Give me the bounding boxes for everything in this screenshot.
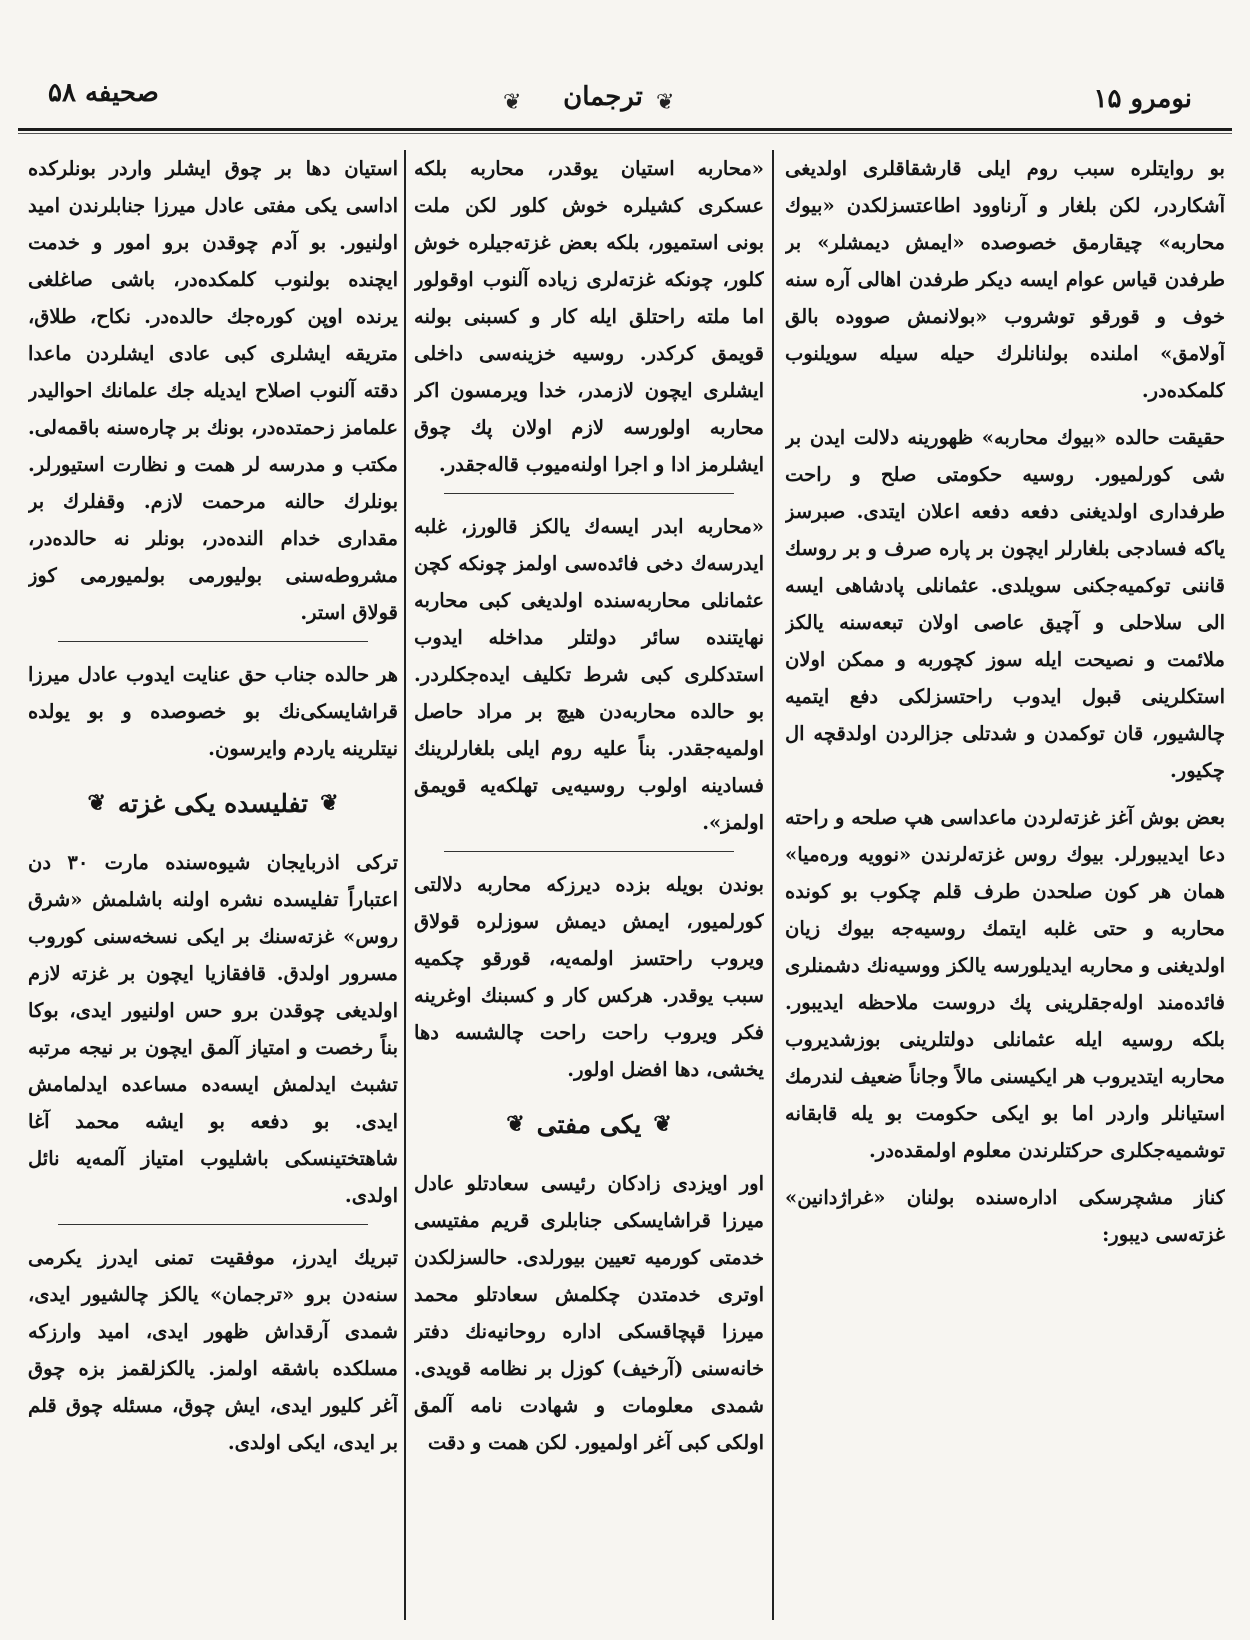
column-middle [414,150,764,1625]
page-label: صحیفه ۵۸ [48,78,159,108]
article-paragraph: تبریك ایدرز، موفقیت تمنی ایدرز یکرمی سنه‌دن برو «ترجمان» یالکز چالشیور ایدی، شمدی آرقداش ظهور ایدی، امید وارزکه مسلکده باشقه اولمز. یالکزلقمز بزه چوق آغر کلیور ایدی، ایش چوق، مسئله چوق قلم بر ایدی، ایکی اولدی. [28,1246,398,1454]
masthead [18,70,1232,132]
column-left [28,150,398,1625]
paragraph-separator [444,493,734,494]
ornament-icon: ❦ [653,1111,672,1137]
article-paragraph: «محاربه ابدر ایسه‌ك یالکز قالورز، غلبه ایدرسه‌ك دخی فائده‌سی اولمز چونکه کچن عثمانلی محاربه‌سنده اولدیغی کبی محاربه نهایتنده سائر دولتلر مداخله ایدوب استدکلری کبی شرط تکلیف ایده‌جکلردر. بو حالده محاربه‌دن هیچ بر مراد حاصل اولمیه‌جقدر. بناً علیه روم ایلی بلغارلرینك فسادینه اولوب روسیه‌یی تهلکه‌یه قویمق اولمز». [414,515,764,834]
article-paragraph: اور اویزدی زادکان رئیسی سعادتلو عادل میرزا قراشایسکی جنابلری قریم مفتیسی خدمتی کورمیه تعیین بیورلدی. حالسزلکدن اوتری خدمتدن چکلمش سعادتلو محمد میرزا قپچاقسکی اداره روحانیه‌نك دفتر خانه‌سنی (آرخیف) کوزل بر نظامه قویدی. شمدی معلومات و شهادت نامه آلمق اولکی کبی آغر اولمیور. لکن همت و دقت [414,1172,764,1454]
ornament-icon: ❦ [320,790,339,816]
article-paragraph: هر حالده جناب حق عنایت ایدوب عادل میرزا قراشایسکی‌نك بو خصوصده و بو یولده نیتلرینه یاردم وایرسون. [28,663,398,760]
column-divider [772,150,774,1620]
article-paragraph: بو روایتلره سبب روم ایلی قارشقاقلری اولدیغی آشکاردر، لکن بلغار و آرناوود اطاعتسزلکدن «بیوك محاربه» چیقارمق خصوصده «ایمش دیمشلر» بر طرفدن قیاس عوام ایسه دیکر طرفدن اهالی آره سنه خوف و قورقو توشروب «بولانمش صووده بالق آولامق» املنده بولنانلرك حیله سیله سویلنوب کلمکده‌در. [785,157,1225,402]
section-heading-text: یکی مفتی [536,1110,642,1139]
ornament-icon: ❦ [503,90,522,115]
column-right [785,150,1225,1625]
column-divider [404,150,406,1620]
article-paragraph: بوندن بویله بزده دیرزکه محاربه دلالتی کورلمیور، ایمش دیمش سوزلره قولاق ویروب راحتسز اولمه‌یه، قورقو چکمیه سبب یوقدر. هرکس کار و کسبنك اوغرینه فکر ویروب راحت راحت چالشسه دها یخشی، دها افضل اولور. [414,873,764,1081]
article-paragraph: کناز مشچرسکی اداره‌سنده بولنان «غراژدانین» غزته‌سی دیبور: [785,1186,1225,1246]
article-paragraph: استیان دها بر چوق ایشلر واردر بونلرکده اداسی یکی مفتی عادل میرزا جنابلرندن امید اولنیور. بو آدم چوقدن برو امور و خدمت ایچنده بولنوب کلمکده‌در، باشی صاغلغی یرنده اوپن کوره‌جك حالده‌در. نکاح، طلاق، متریقه ایشلری کبی عادی ایشلردن ماعدا دقته آلنوب اصلاح ایدیله جك علمانك احوالیدر علمامز زحمتده‌در، بونك بر چاره‌سنه باقمه‌لی. مکتب و مدرسه لر همت و نظارت استیورلر. بونلرك حالنه مرحمت لازم. وقفلرك بر مقداری خدام النده‌در، بونلر نه حالده‌در، مشروطه‌سنی بولیورمی بولمیورمی کوز قولاق استر. [28,157,398,624]
section-heading [414,1106,764,1143]
header-rule-thin [18,133,1232,134]
article-paragraph: حقیقت حالده «بیوك محاربه» ظهورینه دلالت ایدن بر شی کورلمیور. روسیه حکومتی صلح و راحت طرفداری اولدیغنی دفعه دفعه اعلان ایتدی. صبرسز یاکه فسادجی بلغارلر ایچون بر پاره صرف و بر روسك قاننی توکمیه‌جکنی سویلدی. عثمانلی پادشاهی ایسه الی سلاحلی و آچیق عاصی اولان تبعه‌سنه یالکز ملائمت و نصیحت ایله سوز کچوربه و ممکن اولان استکلرینی قبول ایدوب راحتسزلکی دفع ایتمیه چالشیور، قان توکمدن و شدتلی جزالردن اولدقچه ال چکیور. [785,426,1225,782]
section-heading-text: تفلیسده یکی غزته [117,789,309,818]
ornament-icon: ❦ [87,790,106,816]
newspaper-title: ترجمان [563,82,643,112]
article-paragraph: «محاربه استیان یوقدر، محاربه بلکه عسکری کشیلره خوش کلور لکن ملت بونی استمیور، بلکه بعض غزته‌جیلره خوش کلور، چونکه غزته‌لری زیاده آلنوب اوقولور اما ملته راحتلق ایله کار و کسبنی بولنه قویمق کرکدر. روسیه خزینه‌سی داخلی ایشلری ایچون لازمدر، خدا ویرمسون اکر محاربه اولورسه لازم اولان پك چوق ایشلرمز ادا و اجرا اولنه‌میوب قاله‌جقدر. [414,157,764,476]
paragraph-separator [58,1224,368,1225]
paragraph-separator [444,851,734,852]
section-heading [28,785,398,822]
ornament-icon: ❦ [656,90,675,115]
issue-number: نومرو ۱۵ [1093,84,1192,114]
ornament-icon: ❦ [506,1111,525,1137]
header-rule [18,128,1232,131]
article-paragraph: ترکی اذربایجان شیوه‌سنده مارت ۳۰ دن اعتباراً تفلیسده نشره اولنه باشلمش «شرق روس» غزته‌سنك بر ایکی نسخه‌سنی کوروب مسرور اولدق. قافقازیا ایچون بر غزته لازم اولدیغی چوقدن برو حس اولنیور ایدی، بوکا بناً رخصت و امتیاز آلمق ایچون بر نیجه مرتبه تشبث ایدلمش ایسه‌ده مساعده ایدلمامش ایدی. بو دفعه بو ایشه محمد آغا شاهتختینسکی باشلیوب امتیاز آلمه‌یه نائل اولدی. [28,851,398,1207]
article-paragraph: بعض بوش آغز غزته‌لردن ماعداسی هپ صلحه و راحته دعا ایدیبورلر. بیوك روس غزته‌لرندن «نوویه وره‌میا» همان هر کون صلحدن طرف قلم چکوب بو کونده محاربه و حتی غلبه ایتمك روسیه‌جه بیوك زیان اولدیغنی و محاربه ایدیلورسه یالکز ووسیه‌نك دشمنلری فائده‌مند اوله‌جقلرینی پك دروست ملاحظه ایدیبور. بلکه روسیه ایله عثمانلی دولتلرینی بوزشدیروب محاربه ایتدیروب هر ایکیسنی مالاً وجاناً ضعیف لندرمك استیانلر واردر اما بو ایکی حکومت بو یله قابقانه توشمیه‌جکلری حرکتلرندن معلوم اولمقده‌در. [785,806,1225,1162]
paragraph-separator [58,641,368,642]
